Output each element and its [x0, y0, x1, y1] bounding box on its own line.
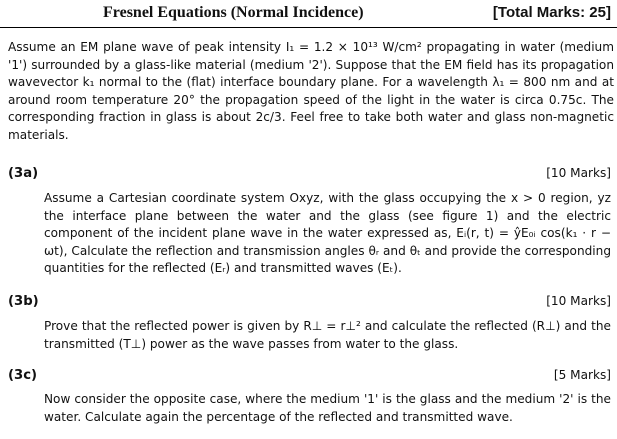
question-3b-label: (3b)	[8, 294, 39, 309]
question-3a-label: (3a)	[8, 166, 39, 181]
intro-paragraph: Assume an EM plane wave of peak intensity I₁ = 1.2 × 10¹³ W/cm² propagating in water (medium '1') surrounded by a glass-like material (medium '2'). Suppose that the EM field has its propagation wavevector k₁ normal to the (flat) interface boundary plane. For a wavelength λ₁ = 800 nm and at around room temperature 20° the propagation speed of the light in the water is circa 0.75c. The corresponding fraction in glass is about 2c/3. Feel free to take both water and glass non-magnetic materials.	[8, 40, 614, 142]
total-marks: [Total Marks: 25]	[492, 4, 611, 21]
question-3c-text: Now consider the opposite case, where the medium '1' is the glass and the medium '2' is the water. Calculate again the percentage of the reflected and transmitted wave.	[44, 392, 611, 424]
question-3b-marks: [10 Marks]	[546, 294, 611, 308]
question-3a-header	[8, 166, 611, 184]
question-3c-header	[8, 368, 611, 386]
page-title: Fresnel Equations (Normal Incidence)	[103, 4, 364, 21]
question-3b-header	[8, 294, 611, 312]
question-3c-label: (3c)	[8, 368, 38, 383]
question-3a-marks: [10 Marks]	[546, 166, 611, 180]
question-3a-text: Assume a Cartesian coordinate system Oxyz, with the glass occupying the x > 0 region, yz the interface plane between the water and the glass (see figure 1) and the electric component of the incident plane wave in the water expressed as, Eᵢ(r, t) = ŷE₀ᵢ cos(k₁ · r − ωt), Calculate the reflection and transmission angles θᵣ and θₜ and provide the corresponding quantities for the reflected (Eᵣ) and transmitted waves (Eₜ).	[44, 191, 611, 275]
header-rule	[0, 27, 617, 28]
question-3c-marks: [5 Marks]	[553, 368, 611, 382]
question-3b-text: Prove that the reflected power is given by R⊥ = r⊥² and calculate the reflected (R⊥) and the transmitted (T⊥) power as the wave passes from water to the glass.	[44, 319, 611, 351]
page-header	[0, 4, 617, 22]
